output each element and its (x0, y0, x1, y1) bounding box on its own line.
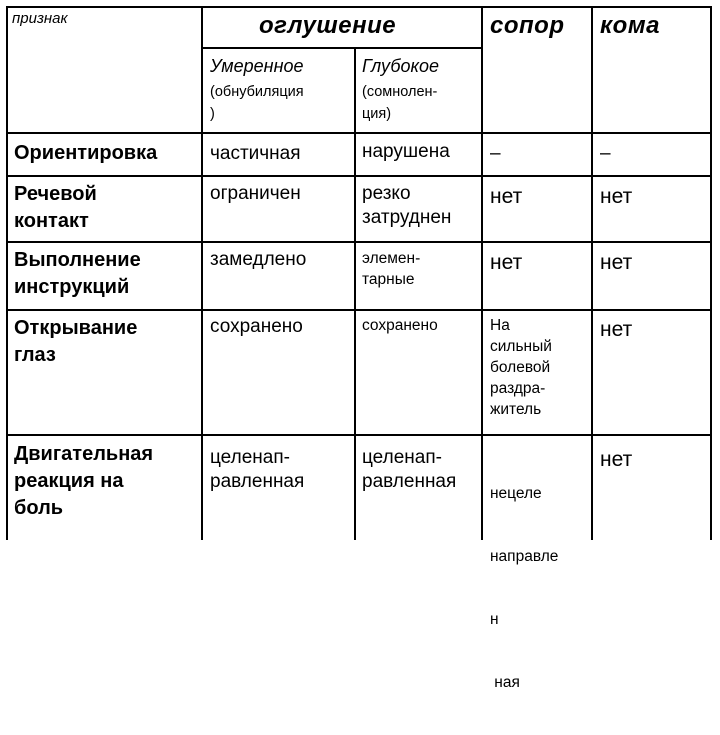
header-stunning: оглушение (259, 12, 397, 39)
row-divider-1 (6, 175, 712, 177)
header-deep-note-1: (сомнолен- (362, 84, 438, 100)
border-top (6, 6, 712, 8)
cell-eyes-deep: сохранено (362, 317, 438, 334)
cell-motor-sopor: нецеле направле н ная (490, 485, 559, 691)
header-feature: признак (12, 10, 68, 27)
cell-orientation-deep: нарушена (362, 141, 450, 162)
cell-speech-coma: нет (600, 185, 633, 208)
row-label-instructions: Выполнение инструкций (14, 249, 141, 298)
cell-eyes-coma: нет (600, 318, 633, 341)
col-divider-label (201, 6, 203, 540)
cell-speech-moderate: ограничен (210, 183, 301, 204)
cell-eyes-moderate: сохранено (210, 316, 303, 337)
row-label-speech-contact: Речевой контакт (14, 183, 97, 232)
row-label-motor-response: Двигательная реакция на боль (14, 443, 154, 519)
cell-eyes-sopor: На сильный болевой раздра- житель (490, 317, 552, 418)
header-sub-divider (203, 47, 483, 49)
cell-orientation-coma: – (600, 143, 611, 164)
cell-instructions-moderate: замедлено (210, 249, 307, 270)
header-sopor: сопор (490, 12, 565, 39)
cell-orientation-moderate: частичная (210, 143, 301, 164)
cell-motor-moderate: целенап- равленная (210, 447, 305, 492)
row-label-orientation: Ориентировка (14, 142, 158, 164)
header-bottom-line (6, 132, 712, 134)
row-label-eye-opening: Открывание глаз (14, 317, 138, 366)
header-coma: кома (600, 12, 660, 39)
row-divider-4 (6, 434, 712, 436)
col-divider-sopor-coma (591, 6, 593, 540)
header-moderate-note-2: ) (210, 106, 215, 122)
row-divider-2 (6, 241, 712, 243)
cell-speech-sopor: нет (490, 185, 523, 208)
col-divider-stunning-sopor (481, 6, 483, 540)
header-deep: Глубокое (362, 56, 440, 76)
cell-motor-deep: целенап- равленная (362, 447, 457, 492)
cell-instructions-deep: элемен- тарные (362, 250, 421, 288)
border-right (710, 6, 712, 540)
header-moderate: Умеренное (210, 56, 304, 76)
cell-instructions-coma: нет (600, 251, 633, 274)
row-divider-3 (6, 309, 712, 311)
col-divider-moderate-deep (354, 47, 356, 540)
cell-speech-deep: резко затруднен (362, 183, 452, 228)
header-deep-note-2: ция) (362, 106, 392, 122)
cell-orientation-sopor: – (490, 143, 501, 164)
cell-motor-coma: нет (600, 448, 633, 471)
header-moderate-note-1: (обнубиляция (210, 84, 304, 100)
border-left (6, 6, 8, 540)
cell-instructions-sopor: нет (490, 251, 523, 274)
